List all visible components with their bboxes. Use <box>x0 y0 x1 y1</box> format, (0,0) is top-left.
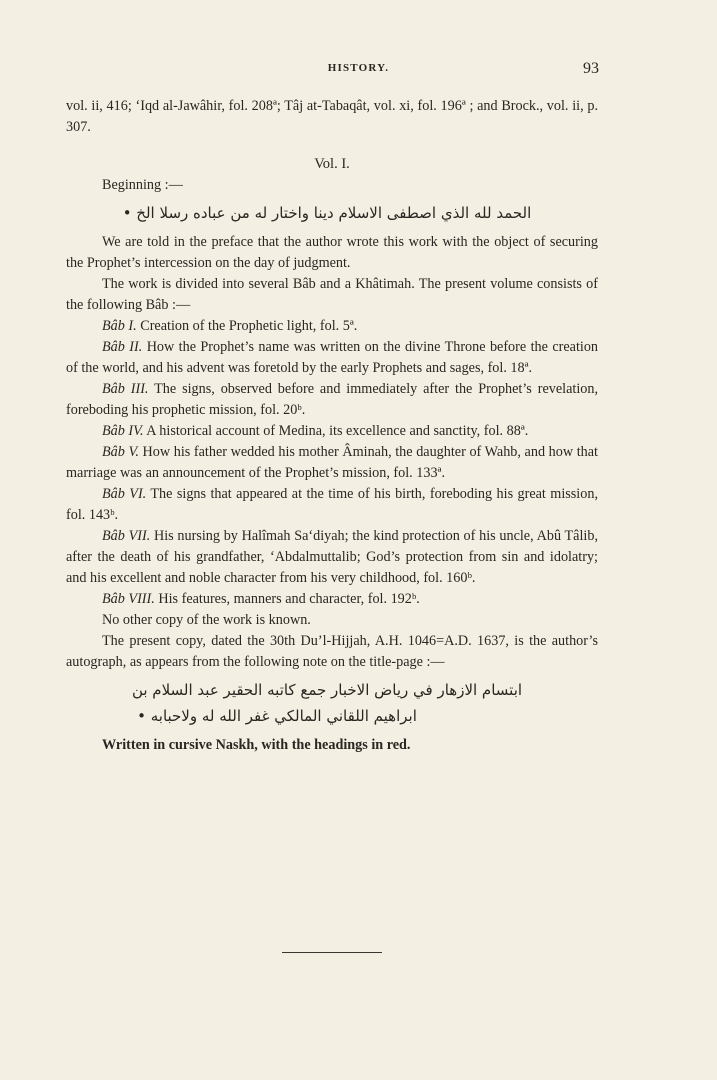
bab-text: How his father wedded his mother Âminah, the daughter of Wahb, and how that marriage was an announcement of the Prophet’s mission, fol. 133ª. <box>66 444 599 481</box>
title-page-arabic <box>66 677 598 729</box>
bab-entry <box>66 442 598 484</box>
present-copy-paragraph: The present copy, dated the 30th Du’l-Hijjah, A.H. 1046=A.D. 1637, is the author’s autograph, as appears from the following note on the title-page :— <box>66 633 598 670</box>
running-head: HISTORY. <box>327 62 390 74</box>
bab-title: Bâb VI. <box>102 486 147 502</box>
bab-title: Bâb VIII. <box>102 591 155 607</box>
continuation-text: vol. ii, 416; ‘Iqd al-Jawâhir, fol. 208ª; Tâj at-Tabaqât, vol. xi, fol. 196ª ; and Brock., vol. ii, p. 307. <box>66 98 598 135</box>
bab-text: Creation of the Prophetic light, fol. 5ª. <box>140 318 358 334</box>
page-body <box>66 96 598 756</box>
bab-entry <box>66 316 598 337</box>
beginning-arabic: الحمد لله الذي اصطفى الاسلام دينا واختار له من عباده رسلا الخ • <box>122 204 532 222</box>
bab-entry <box>66 379 598 421</box>
bab-text: The signs that appeared at the time of his birth, foreboding his great mission, fol. 143ᵇ. <box>66 486 598 523</box>
beginning-label: Beginning :— <box>102 177 183 193</box>
page-number: 93 <box>583 60 599 77</box>
preface-paragraph: We are told in the preface that the author wrote this work with the object of securing the Prophet’s intercession on the day of judgment. <box>66 234 598 271</box>
bab-text: A historical account of Medina, its excellence and sanctity, fol. 88ª. <box>146 423 529 439</box>
bab-title: Bâb II. <box>102 339 143 355</box>
bab-text: His nursing by Halîmah Sa‘diyah; the kind protection of his uncle, Abû Tâlib, after the death of his grandfather, ‘Abdalmuttalib; God’s protection from sin and idolatry; and his excellent and noble character from his very childhood, fol. 160ᵇ. <box>66 528 598 586</box>
volume-heading: Vol. I. <box>314 156 350 172</box>
no-other-copy: No other copy of the work is known. <box>102 612 311 628</box>
bab-entry <box>66 589 598 610</box>
bab-text: How the Prophet’s name was written on the divine Throne before the creation of the world, and his advent was foretold by the early Prophets and sages, fol. 18ª. <box>66 339 599 376</box>
closing-note: Written in cursive Naskh, with the headings in red. <box>102 737 411 753</box>
bab-entry <box>66 337 598 379</box>
bab-text: The signs, observed before and immediately after the Prophet’s revelation, foreboding his prophetic mission, fol. 20ᵇ. <box>66 381 598 418</box>
arabic-line-2: ابراهيم اللقاني المالكي غفر الله له ولاحبابه • <box>137 707 417 725</box>
bab-title: Bâb III. <box>102 381 149 397</box>
bab-title: Bâb IV. <box>102 423 144 439</box>
division-paragraph: The work is divided into several Bâb and a Khâtimah. The present volume consists of the following Bâb :— <box>66 276 598 313</box>
bab-entry <box>66 484 598 526</box>
page-header <box>0 58 717 82</box>
bab-title: Bâb I. <box>102 318 137 334</box>
bab-title: Bâb V. <box>102 444 139 460</box>
section-rule <box>282 952 382 953</box>
bab-entry <box>66 421 598 442</box>
bab-text: His features, manners and character, fol. 192ᵇ. <box>158 591 420 607</box>
bab-entry <box>66 526 598 589</box>
arabic-line-1: ابتسام الازهار في رياض الاخبار جمع كاتبه الحقير عبد السلام بن <box>131 681 523 699</box>
bab-title: Bâb VII. <box>102 528 151 544</box>
